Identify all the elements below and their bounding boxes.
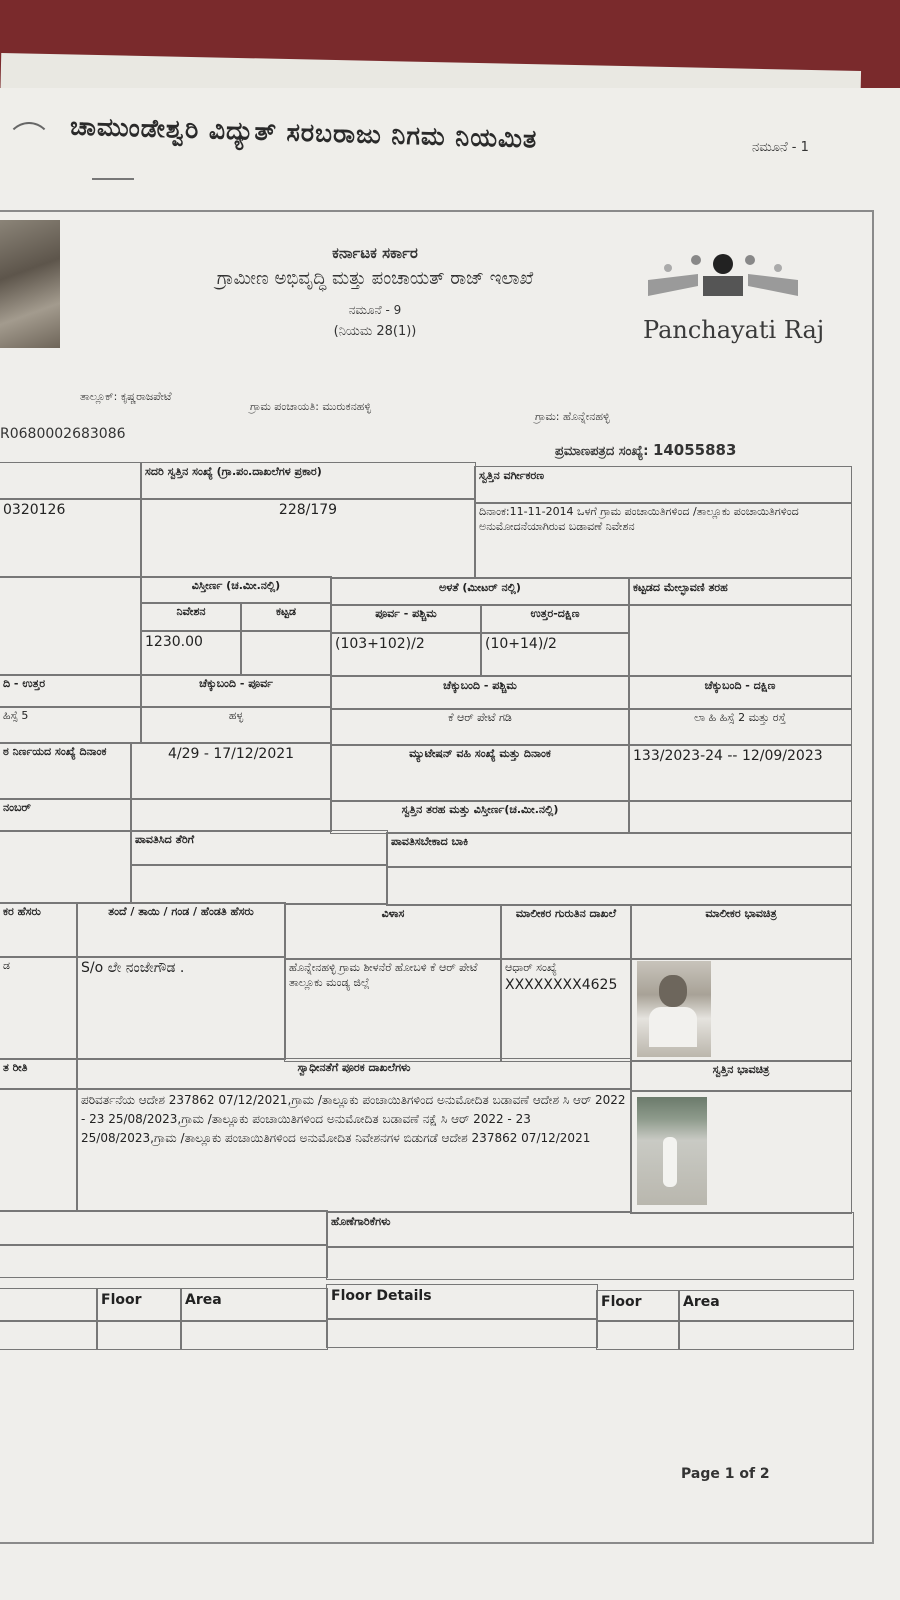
cell (0, 1210, 328, 1246)
east-west-length: (103+102)/2 (330, 632, 482, 676)
property-photo-cell (630, 1090, 852, 1214)
west-boundary: ಕೆ ಆರ್ ಪೇಟೆ ಗಡಿ (330, 708, 630, 746)
header-floor-2: Floor (596, 1290, 680, 1322)
classification: ದಿನಾಂಕ:11-11-2014 ಒಳಗೆ ಗ್ರಾಮ ಪಂಚಾಯಿತಿಗಳಿಂದ /ತಾಲ್ಲೂಕು ಪಂಚಾಯಿತಿಗಳಿಂದ ಅನುಮೋದನೆಯಾಗಿರುವ ಬಡಾವಣೆ ನಿವೇಶನ (474, 502, 852, 578)
floor-value (96, 1320, 182, 1350)
certificate-value: 14055883 (652, 441, 737, 459)
logo-text: Panchayati Raj (643, 316, 825, 344)
cell (0, 462, 142, 500)
building-area (240, 630, 332, 676)
government-heading (140, 244, 610, 339)
header-south: ಚೆಕ್ಕುಬಂದಿ - ದಕ್ಷಿಣ (628, 676, 852, 710)
owner-id (500, 958, 632, 1062)
area-value-2 (678, 1320, 854, 1350)
header-dimensions: ಅಳತೆ (ಮೀಟರ್ ನಲ್ಲಿ) (330, 578, 630, 606)
property-photo (637, 1097, 707, 1205)
header-property-number: ಸದರಿ ಸ್ವತ್ತಿನ ಸಂಖ್ಯೆ (ಗ್ರಾ.ಪಂ.ದಾಖಲೆಗಳ ಪ್ರಕಾರ) (140, 462, 476, 500)
header-area-2: Area (678, 1290, 854, 1322)
property-type-value (628, 800, 852, 834)
floor-value-2 (596, 1320, 680, 1350)
header-west: ಚೆಕ್ಕುಬಂದಿ - ಪಶ್ಚಿಮ (330, 676, 630, 710)
photo-person (663, 1137, 677, 1187)
site-area: 1230.00 (140, 630, 242, 676)
id-type: ಆಧಾರ್ ಸಂಖ್ಯೆ (505, 961, 557, 974)
header-east: ಚೆಕ್ಕುಬಂದಿ - ಪೂರ್ವ (140, 674, 332, 708)
header-relation: ತಂದೆ / ತಾಯಿ / ಗಂಡ / ಹೆಂಡತಿ ಹೆಸರು (76, 902, 286, 958)
cell (0, 830, 132, 904)
property-number: 228/179 (140, 498, 476, 578)
department-name: ಗ್ರಾಮೀಣ ಅಭಿವೃದ್ಧಿ ಮತ್ತು ಪಂಚಾಯತ್ ರಾಜ್ ಇಲಾಖೆ (216, 268, 534, 289)
east-boundary: ಹಳ್ಳ (140, 706, 332, 744)
divider (92, 178, 134, 180)
header-mutation: ಮ್ಯುಟೇಷನ್ ವಹಿ ಸಂಖ್ಯೆ ಮತ್ತು ದಿನಾಂಕ (330, 744, 630, 802)
north-south-length: (10+14)/2 (480, 632, 630, 676)
header-method: ತ ರೀತಿ (0, 1058, 78, 1090)
header-address: ವಿಳಾಸ (284, 904, 502, 960)
liabilities-value (326, 1246, 854, 1280)
state-name: ಕರ್ನಾಟಕ ಸರ್ಕಾರ (332, 244, 418, 262)
liabilities-left (0, 1244, 328, 1278)
header-north: ದಿ - ಉತ್ತರ (0, 674, 142, 708)
header-property-photo: ಸ್ವತ್ತಿನ ಭಾವಚಿತ್ರ (630, 1060, 852, 1092)
header-east-west: ಪೂರ್ವ - ಪಶ್ಚಿಮ (330, 604, 482, 634)
north-boundary: ಹಿಸ್ಸೆ 5 (0, 706, 142, 744)
property-id: R0680002683086 (0, 426, 126, 442)
gram-panchayat: ಗ್ರಾಮ ಪಂಚಾಯತಿ: ಮುರುಕನಹಳ್ಳಿ (250, 400, 372, 413)
floor-details-value (326, 1318, 598, 1348)
header-decision: ಠ ನಿರ್ಣಯದ ಸಂಖ್ಯೆ ದಿನಾಂಕ (0, 742, 132, 800)
certificate-number (555, 441, 736, 459)
header-extent: ವಿಸ್ತೀರ್ಣ (ಚ.ಮೀ.ನಲ್ಲಿ) (140, 576, 332, 604)
header-documents: ಸ್ವಾಧೀನತೆಗೆ ಪೂರಕ ದಾಖಲೆಗಳು (76, 1058, 632, 1090)
header-tax-due: ಪಾವತಿಸಬೇಕಾದ ಬಾಕಿ (386, 832, 852, 868)
header-site: ನಿವೇಶನ (140, 602, 242, 632)
header-property-type: ಸ್ವತ್ತಿನ ತರಹ ಮತ್ತು ವಿಸ್ತೀರ್ಣ(ಚ.ಮೀ.ನಲ್ಲಿ) (330, 800, 630, 834)
header-owner-name: ಕರ ಹೆಸರು (0, 902, 78, 958)
company-title: ಚಾಮುಂಡೇಶ್ವರಿ ವಿದ್ಯುತ್ ಸರಬರಾಜು ನಿಗಮ ನಿಯಮಿತ (69, 111, 538, 154)
owner-relation: S/o ಲೇ ನಂಜೇಗೌಡ . (76, 956, 286, 1060)
form-number-top: ನಮೂನೆ - 1 (752, 140, 809, 155)
rule-reference: (ನಿಯಮ 28(1)) (333, 324, 417, 339)
header-floor: Floor (96, 1288, 182, 1322)
owner-photo (637, 961, 711, 1057)
cell (0, 576, 142, 676)
south-boundary: ಲಾ ಹಿ ಹಿಸ್ಸೆ 2 ಮತ್ತು ರಸ್ತೆ (628, 708, 852, 746)
owner-photo-cell (630, 958, 852, 1062)
photo-body (649, 1007, 697, 1047)
mutation-number: 133/2023-24 -- 12/09/2023 (628, 744, 852, 802)
method-value (0, 1088, 78, 1212)
taluk: ತಾಲ್ಲೂಕ್: ಕೃಷ್ಣರಾಜಪೇಟೆ (80, 390, 172, 403)
header-owner-photo: ಮಾಲೀಕರ ಭಾವಚಿತ್ರ (630, 904, 852, 960)
area-value (180, 1320, 328, 1350)
header-north-south: ಉತ್ತರ-ದಕ್ಷಿಣ (480, 604, 630, 634)
company-logo (6, 122, 52, 168)
header-roof-type: ಕಟ್ಟಡದ ಮೇಲ್ಛಾವಣಿ ತರಹ (628, 578, 852, 606)
header-tax-paid: ಪಾವತಿಸಿದ ತೆರಿಗೆ (130, 830, 388, 866)
cell (0, 1320, 98, 1350)
photo-head (659, 975, 687, 1007)
left-id: 0320126 (0, 498, 142, 578)
panchayati-raj-logo (638, 252, 808, 302)
state-emblem (0, 220, 60, 348)
tax-due (386, 866, 852, 906)
header-liabilities: ಹೊಣೆಗಾರಿಕೆಗಳು (326, 1212, 854, 1248)
decision-number: 4/29 - 17/12/2021 (130, 742, 332, 800)
tax-paid (130, 864, 388, 904)
number-value (130, 798, 332, 832)
header-owner-id: ಮಾಲೀಕರ ಗುರುತಿನ ದಾಖಲೆ (500, 904, 632, 960)
supporting-documents: ಪರಿವರ್ತನೆಯ ಆದೇಶ 237862 07/12/2021,ಗ್ರಾಮ /ತಾಲ್ಲೂಕು ಪಂಚಾಯಿತಿಗಳಿಂದ ಅನುಮೋದಿತ ಬಡಾವಣೆ ಆದೇಶ ಸಿ ಆರ್ 2022 - 23 25/08/2023,ಗ್ರಾಮ /ತಾಲ್ಲೂಕು ಪಂಚಾಯಿತಿಗಳಿಂದ ಅನುಮೋದಿತ ಬಡಾವಣೆ ನಕ್ಷೆ ಸಿ ಆರ್ 2022 - 23 25/08/2023,ಗ್ರಾಮ /ತಾಲ್ಲೂಕು ಪಂಚಾಯಿತಿಗಳಿಂದ ಅನುಮೋದಿತ ನಿವೇಶನಗಳ ಬಿಡುಗಡೆ ಆದೇಶ 237862 07/12/2021 (76, 1088, 632, 1212)
form-name: ನಮೂನೆ - 9 (348, 303, 402, 317)
id-number: XXXXXXXX4625 (505, 976, 618, 993)
owner-address: ಹೊನ್ನೇನಹಳ್ಳಿ ಗ್ರಾಮ ಶೀಳನೆರೆ ಹೋಬಳಿ ಕೆ ಆರ್ ಪೇಟೆ ತಾಲ್ಲೂಕು ಮಂಡ್ಯ ಜಿಲ್ಲೆ (284, 958, 502, 1062)
certificate-label: ಪ್ರಮಾಣಪತ್ರದ ಸಂಖ್ಯೆ: (555, 444, 649, 459)
header-area: Area (180, 1288, 328, 1322)
header-number: ನಂಬರ್ (0, 798, 132, 832)
header-floor-details: Floor Details (326, 1284, 598, 1320)
owner-name: ಡ (0, 956, 78, 1060)
page-number: Page 1 of 2 (681, 1466, 770, 1482)
header-building: ಕಟ್ಟಡ (240, 602, 332, 632)
header-classification: ಸ್ವತ್ತಿನ ವರ್ಗೀಕರಣ (474, 466, 852, 504)
village: ಗ್ರಾಮ: ಹೊನ್ನೇನಹಳ್ಳಿ (535, 410, 610, 423)
cell (0, 1288, 98, 1322)
roof-type (628, 604, 852, 676)
